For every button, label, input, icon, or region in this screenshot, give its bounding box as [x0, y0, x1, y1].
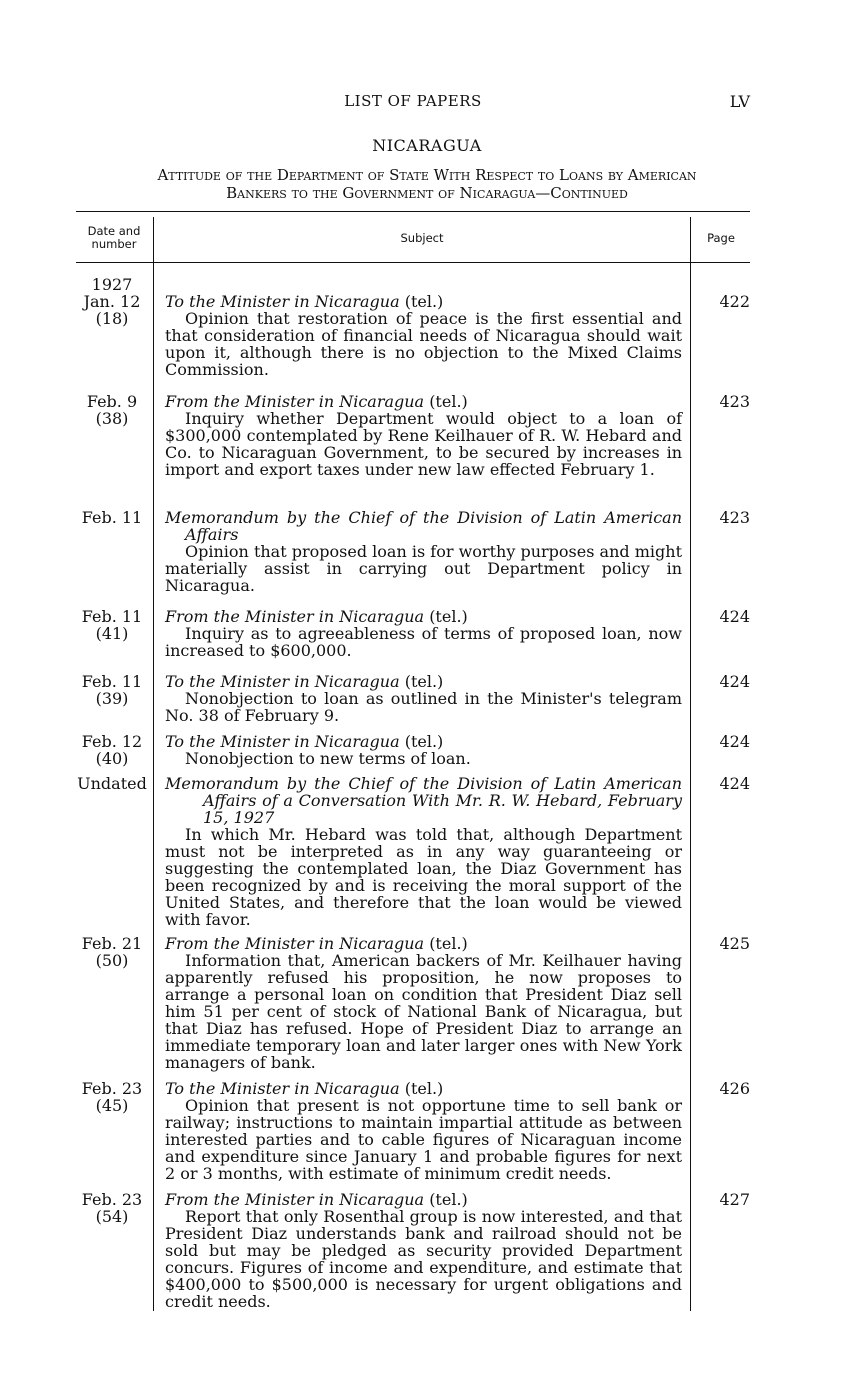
entry-date-cell: [76, 935, 148, 969]
entry-summary: Inquiry whether Department would object to a loan of $300,000 contemplated by Rene Keilhauer of R. W. Hebard and Co. to Nicaraguan Government, to be secured by increases in import and export taxes under new law effected February 1.: [165, 409, 682, 479]
entry-number: (45): [95, 1096, 129, 1115]
entry-heading-text: To the Minister in Nicaragua: [165, 732, 400, 751]
entry-tel-note: (tel.): [404, 292, 444, 311]
entry-subject: [165, 509, 682, 594]
entry-page: 424: [719, 732, 750, 751]
entry-subject: [165, 293, 682, 378]
entry-date: Feb. 21: [81, 934, 143, 953]
entry-heading: [165, 673, 682, 690]
entry-tel-note: (tel.): [429, 392, 468, 411]
entry-page: 423: [719, 508, 750, 527]
entry-subject: [165, 1191, 682, 1310]
running-title: LIST OF PAPERS: [344, 92, 482, 110]
entry-subject: [165, 673, 682, 724]
entry-heading: [165, 1080, 682, 1097]
entry-summary: Inquiry as to agreeableness of terms of proposed loan, now increased to $600,000.: [165, 624, 682, 660]
column-header-subject: Subject: [400, 231, 444, 245]
entry-page: 424: [719, 607, 750, 626]
entry-number: (40): [95, 749, 129, 768]
entry-subject: [165, 775, 682, 928]
entry-date: Feb. 11: [81, 508, 143, 527]
entry-heading: [165, 293, 682, 310]
entry-number: (38): [95, 409, 129, 428]
entry-date: Feb. 11: [81, 672, 143, 691]
entry-number: (39): [95, 689, 129, 708]
entry-page: 423: [719, 392, 750, 411]
entry-date-cell: [76, 1191, 148, 1225]
entry-heading: [165, 608, 682, 625]
section-title: [70, 166, 784, 202]
entry-summary: Information that, American backers of Mr. Keilhauer having apparently refused his proposition, he now proposes to arrange a personal loan on condition that President Diaz sell him 51 per cent of stock of National Bank of Nicaragua, but that Diaz has refused. Hope of President Diaz to arrange an immediate temporary loan and later larger ones with New York managers of bank.: [165, 951, 682, 1072]
entry-summary: Nonobjection to new terms of loan.: [185, 749, 471, 768]
entry-date-cell: [76, 393, 148, 427]
page-number: LV: [729, 92, 750, 111]
entry-date-cell: [76, 775, 148, 792]
entry-heading: [165, 733, 682, 750]
entry-number: (54): [95, 1207, 129, 1226]
column-header-date: [78, 225, 150, 251]
entry-tel-note: (tel.): [429, 1190, 468, 1209]
entry-tel-note: (tel.): [429, 934, 468, 953]
entry-summary: Opinion that present is not opportune time to sell bank or railway; instructions to maintain impartial attitude as between interested parties and to cable figures of Nicaraguan income and expenditure since January 1 and probable figures for next 2 or 3 months, with estimate of minimum credit needs.: [165, 1096, 682, 1183]
entry-date-cell: [76, 509, 148, 526]
entry-heading: Memorandum by the Chief of the Division of Latin American Affairs: [165, 508, 682, 544]
entry-page: 422: [719, 292, 750, 311]
entry-date-cell: [76, 276, 148, 327]
column-header-date-line-1: Date and: [87, 224, 141, 238]
entry-page: 424: [719, 774, 750, 793]
entry-heading-text: To the Minister in Nicaragua: [165, 1079, 400, 1098]
entry-summary: Opinion that restoration of peace is the first essential and that consideration of financial needs of Nicaragua should wait upon it, although there is no objection to the Mixed Claims Commission.: [165, 309, 682, 379]
papers-table: [76, 211, 750, 1311]
entry-tel-note: (tel.): [429, 607, 468, 626]
entry-date-cell: [76, 1080, 148, 1114]
entry-heading-text: From the Minister in Nicaragua: [165, 392, 425, 411]
entry-year: 1927: [91, 275, 133, 294]
entry-summary: Report that only Rosenthal group is now interested, and that President Diaz understands bank and railroad should not be sold but may be pledged as security provided Department concurs. Figures of income and expenditure, and estimate that $400,000 to $500,000 is necessary for urgent obligations and credit needs.: [165, 1207, 682, 1311]
entry-heading: [165, 935, 682, 952]
entry-heading: Memorandum by the Chief of the Division of Latin American Affairs of a Conversation With Mr. R. W. Hebard, February 15, 1927: [165, 774, 682, 827]
entry-page: 424: [719, 672, 750, 691]
table-header-rule: [76, 262, 750, 263]
entry-date: Feb. 23: [81, 1079, 143, 1098]
column-header-page: Page: [707, 231, 735, 245]
entry-subject: [165, 733, 682, 767]
running-head: [76, 92, 750, 114]
entry-subject: [165, 608, 682, 659]
entry-summary: Opinion that proposed loan is for worthy purposes and might materially assist in carrying out Department policy in Nicaragua.: [165, 542, 682, 595]
table-top-rule: [76, 211, 750, 212]
entry-date: Feb. 9: [86, 392, 138, 411]
entry-page: 427: [719, 1190, 750, 1209]
entry-heading-text: To the Minister in Nicaragua: [165, 292, 400, 311]
entry-date-cell: [76, 733, 148, 767]
entry-date: Feb. 11: [81, 607, 143, 626]
entry-heading-text: From the Minister in Nicaragua: [165, 607, 425, 626]
entry-date: Feb. 12: [81, 732, 143, 751]
entry-subject: [165, 935, 682, 1071]
entry-tel-note: (tel.): [404, 1079, 444, 1098]
section-title-line-2: Bankers to the Government of Nicaragua—Continued: [226, 184, 628, 202]
entry-page: 425: [719, 934, 750, 953]
section-title-line-1: Attitude of the Department of State With Respect to Loans by American: [157, 166, 697, 184]
column-divider-page: [690, 217, 691, 1311]
entry-heading: [165, 393, 682, 410]
entry-summary: In which Mr. Hebard was told that, although Department must not be interpreted as in any way guaranteeing or suggesting the contemplated loan, the Diaz Government has been recognized by and is receiving the moral support of the United States, and therefore that the loan would be viewed with favor.: [165, 825, 682, 929]
entry-page: 426: [719, 1079, 750, 1098]
entry-date: Undated: [77, 774, 147, 793]
column-header-date-line-2: number: [91, 237, 137, 251]
entry-tel-note: (tel.): [404, 732, 444, 751]
entry-date: Jan. 12: [83, 292, 141, 311]
entry-summary: Nonobjection to loan as outlined in the Minister's telegram No. 38 of February 9.: [165, 689, 682, 725]
country-heading: NICARAGUA: [372, 136, 482, 155]
entry-heading-text: To the Minister in Nicaragua: [165, 672, 400, 691]
entry-subject: [165, 393, 682, 478]
entry-number: (41): [95, 624, 129, 643]
entry-date: Feb. 23: [81, 1190, 143, 1209]
entry-number: (18): [95, 309, 129, 328]
column-divider-date: [153, 217, 154, 1311]
entry-date-cell: [76, 608, 148, 642]
entry-date-cell: [76, 673, 148, 707]
entry-number: (50): [95, 951, 129, 970]
entry-tel-note: (tel.): [404, 672, 444, 691]
entry-subject: [165, 1080, 682, 1182]
entry-heading-text: From the Minister in Nicaragua: [165, 934, 425, 953]
entry-heading: [165, 1191, 682, 1208]
entry-heading-text: From the Minister in Nicaragua: [165, 1190, 425, 1209]
